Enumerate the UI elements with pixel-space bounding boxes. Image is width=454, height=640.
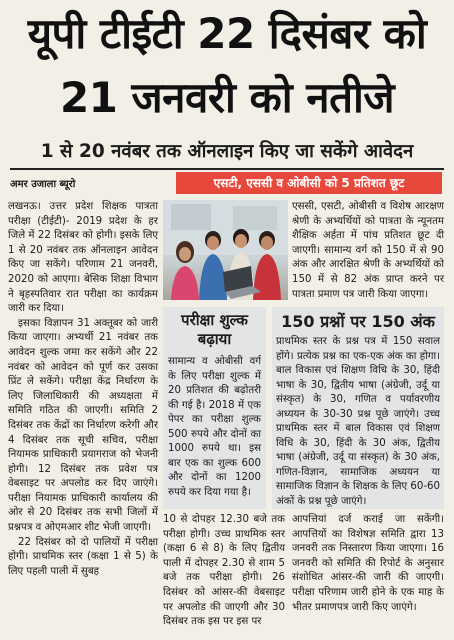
- students-photo: [163, 200, 288, 300]
- article-column-2-bottom: 10 से दोपहर 12.30 बजे तक परीक्षा होगी। उच्च प्राथमिक स्तर (कक्षा 6 से 8) के लिए द्वितीय पाली में दोपहर 2.30 से शाम 5 बजे तक परीक्षा होगी। 26 दिसंबर को आंसर-की वेबसाइट पर अपलोड की जाएगी और 30 दिसंबर तक इस पर इस पर: [163, 514, 285, 628]
- byline: अमर उजाला ब्यूरो: [10, 179, 76, 190]
- subheadline: 1 से 20 नवंबर तक ऑनलाइन किए जा सकेंगे आवेदन: [40, 141, 414, 162]
- article-paragraph: लखनऊ। उत्तर प्रदेश शिक्षक पात्रता परीक्षा (टीईटी)- 2019 प्रदेश के हर जिले में 22 दिसंबर को होगी। इसके लिए 1 से 20 नवंबर तक ऑनलाइन आवेदन किए जा सकेंगे। परिणाम 21 जनवरी, 2020 को आएगा। बेसिक शिक्षा विभाग ने बृहस्पतिवार रात परीक्षा का कार्यक्रम जारी कर दिया।: [8, 201, 158, 315]
- article-paragraph: इसका विज्ञापन 31 अक्तूबर को जारी किया जाएगा। अभ्यर्थी 21 नवंबर तक आवेदन शुल्क जमा कर सकेंगे और 22 नवंबर को आवेदन को पूर्ण कर उसका प्रिंट ले सकेंगे। परीक्षा केंद्र निर्धारण के लिए जिलाधिकारी की अध्यक्षता में समिति गठित की जाएगी। समिति 2 दिसंबर तक केंद्रों का निर्धारण करेगी और 4 दिसंबर तक सूची सचिव, परीक्षा नियामक प्राधिकारी प्रयागराज को भेजनी होगी। 12 दिसंबर तक प्रवेश पत्र वेबसाइट पर अपलोड कर दिए जाएंगे। परीक्षा नियामक प्राधिकारी कार्यालय की ओर से 20 दिसंबर तक सभी जिलों में प्रश्नपत्र व ओएमआर शीट भेजी जाएगी।: [8, 317, 158, 534]
- reservation-banner: एसटी, एससी व ओबीसी को 5 प्रतिशत छूट: [176, 172, 442, 194]
- fee-box: [163, 307, 266, 509]
- headline-line-2: 21 जनवरी को नतीजे: [59, 73, 395, 122]
- questions-box-title: 150 प्रश्नों पर 150 अंक: [281, 312, 435, 331]
- fee-box-title: परीक्षा शुल्क बढ़ाया: [181, 311, 248, 348]
- divider-rule: [10, 168, 444, 170]
- article-column-1: [8, 200, 158, 579]
- reservation-text: एससी, एसटी, ओबीसी व विशेष आरक्षण श्रेणी के अभ्यर्थियों को पात्रता के न्यूनतम शैक्षिक अर्हता में पांच प्रतिशत छूट दी जाएगी। सामान्य वर्ग को 150 में से 90 अंक और आरक्षित श्रेणी के अभ्यर्थियों को 150 में से 82 अंक प्राप्त करने पर पात्रता प्रमाण पत्र जारी किया जाएगा।: [292, 201, 444, 300]
- students-illustration: [163, 200, 288, 300]
- article-paragraph: 22 दिसंबर को दो पालियों में परीक्षा होगी। प्राथमिक स्तर (कक्षा 1 से 5) के लिए पहली पाली में सुबह: [8, 536, 158, 577]
- fee-box-text: सामान्य व ओबीसी वर्ग के लिए परीक्षा शुल्क में 20 प्रतिशत की बढ़ोतरी की गई है। 2018 में एक पेपर का परीक्षा शुल्क 500 रुपये और दोनों का 1000 रुपये था। इस बार एक का शुल्क 600 और दोनों का 1200 रुपये कर दिया गया है।: [168, 356, 261, 498]
- questions-box-text: प्राथमिक स्तर के प्रश्न पत्र में 150 सवाल होंगे। प्रत्येक प्रश्न का एक-एक अंक का होगा। बाल विकास एवं शिक्षण विधि के 30, हिंदी भाषा के 30, द्वितीय भाषा (अंग्रेजी, उर्दू या संस्कृत) के 30, गणित व पर्यावरणीय अध्ययन के 30-30 प्रश्न पूछे जाएंगे। उच्च प्राथमिक स्तर में बाल विकास एवं शिक्षण विधि के 30, हिंदी के 30 अंक, द्वितीय भाषा (अंग्रेजी, उर्दू या संस्कृत) के 30 अंक, गणित-विज्ञान, सामाजिक अध्ययन या सामाजिक विज्ञान के शिक्षक के लिए 60-60 अंकों के प्रश्न पूछे जाएंगे।: [276, 336, 440, 507]
- headline-line-1: यूपी टीईटी 22 दिसंबर को: [27, 9, 427, 58]
- article-column-3-bottom: आपत्तियां दर्ज कराई जा सकेंगी। आपत्तियों का विशेषज्ञ समिति द्वारा 13 जनवरी तक निस्तारण किया जाएगा। 16 जनवरी को समिति की रिपोर्ट के अनुसार संशोधित आंसर-की जारी की जाएगी। परीक्षा परिणाम जारी होने के एक माह के भीतर प्रमाणपत्र जारी किए जाएंगे।: [292, 514, 444, 613]
- questions-box: [272, 307, 444, 509]
